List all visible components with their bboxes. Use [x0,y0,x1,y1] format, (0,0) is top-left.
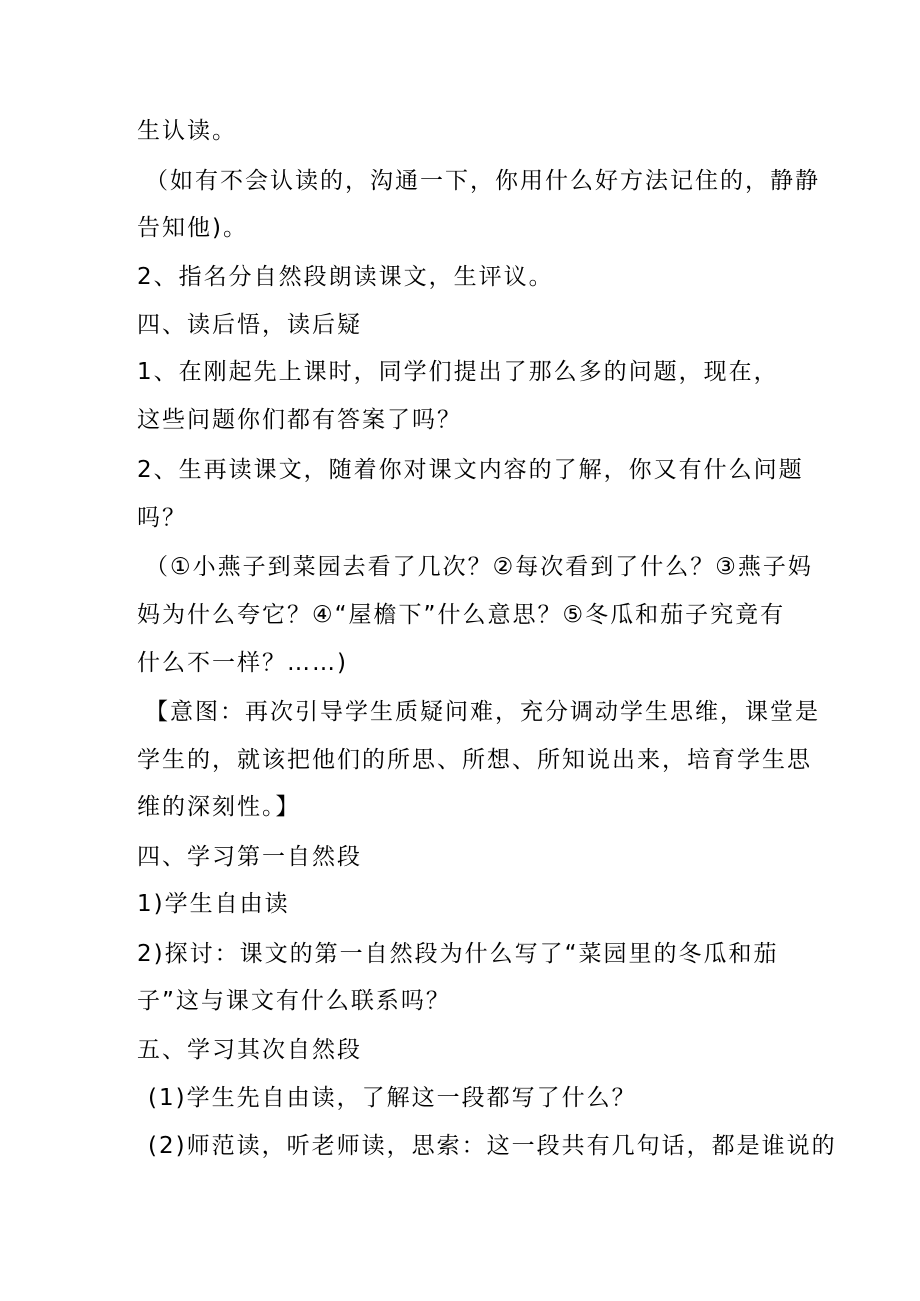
text-line: 学生的，就该把他们的所思、所想、所知说出来，培育学生思 [137,747,812,773]
text-line: 【意图：再次引导学生质疑问难，充分调动学生思维，课堂是 [145,699,820,725]
text-line: 2、指名分自然段朗读课文，生评议。 [137,264,554,290]
text-line: 维的深刻性。】 [137,794,301,820]
text-line: 1)学生自由读 [137,891,290,917]
text-line: 告知他)。 [137,215,248,241]
text-line: 妈为什么夸它？④“屋檐下”什么意思？⑤冬瓜和茄子究竟有 [137,602,786,628]
text-line: 什么不一样？……) [137,650,348,676]
text-line: （如有不会认读的，沟通一下，你用什么好方法记住的，静静 [145,168,820,194]
text-line: 2、生再读课文，随着你对课文内容的了解，你又有什么问题 [137,457,804,483]
text-line: 吗？ [137,505,187,531]
section-heading: 五、学习其次自然段 [137,1037,362,1063]
text-line: 生认读。 [137,118,237,144]
text-line: 这些问题你们都有答案了吗？ [137,407,462,433]
text-line: 2)探讨：课文的第一自然段为什么写了“菜园里的冬瓜和茄 [137,941,779,967]
text-line: 1、在刚起先上课时，同学们提出了那么多的问题，现在， [137,359,779,385]
text-line: （①小燕子到菜园去看了几次？②每次看到了什么？③燕子妈 [145,554,813,580]
section-heading: 四、读后悟，读后疑 [137,312,362,338]
text-line: (1)学生先自由读，了解这一段都写了什么？ [148,1085,637,1111]
section-heading: 四、学习第一自然段 [137,844,362,870]
text-line: (2)师范读，听老师读，思索：这一段共有几句话，都是谁说的 [148,1133,837,1159]
text-line: 子”这与课文有什么联系吗？ [137,988,451,1014]
